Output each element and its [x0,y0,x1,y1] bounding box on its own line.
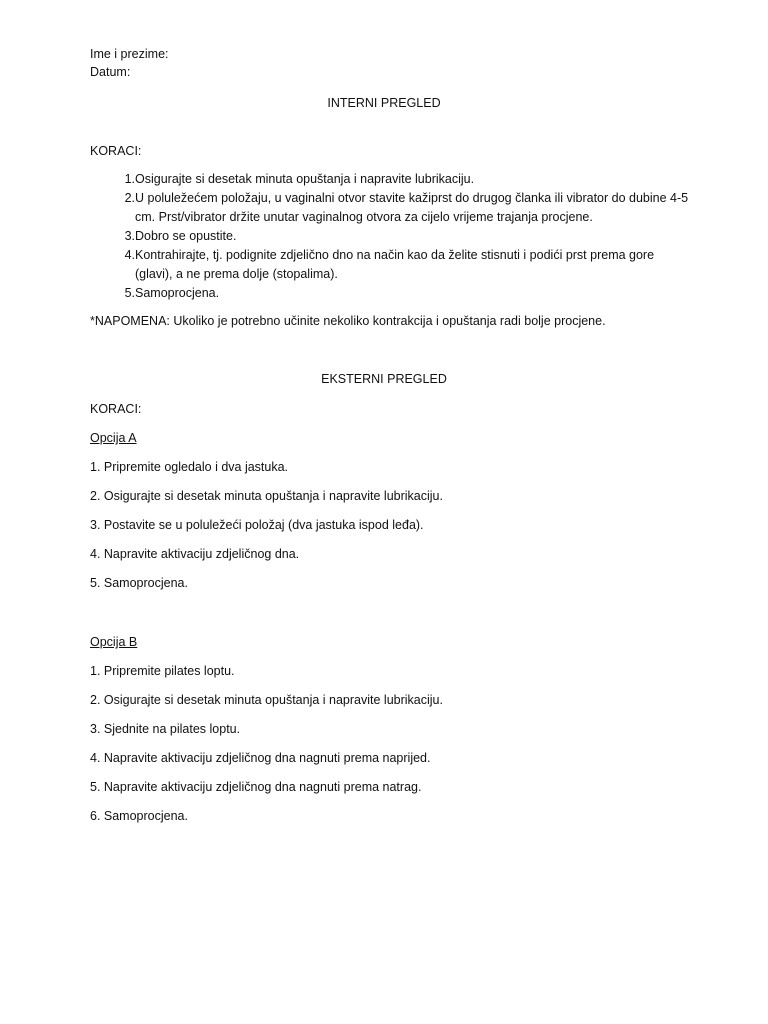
list-item-text: U poluležećem položaju, u vaginalni otvor stavite kažiprst do drugog članka ili vibrator do dubine 4-5 cm. Prst/vibrator držite unutar vaginalnog otvora za cijelo vrijeme trajanja procjene. [135,191,689,224]
option-a-step: 4. Napravite aktivaciju zdjeličnog dna. [90,547,300,561]
list-item-text: Osigurajte si desetak minuta opuštanja i napravite lubrikaciju. [135,172,475,186]
option-b-step: 6. Samoprocjena. [90,809,188,823]
list-item-text: Dobro se opustite. [135,229,237,243]
name-label: Ime i prezime: [90,47,169,61]
option-b-step: 1. Pripremite pilates loptu. [90,664,235,678]
option-b-step: 4. Napravite aktivaciju zdjeličnog dna nagnuti prema naprijed. [90,751,431,765]
option-a-label: Opcija A [90,431,137,445]
list-item-number: 4. [124,248,135,262]
list-item-number: 2. [124,191,135,205]
internal-steps-label: KORACI: [90,144,142,158]
option-b-step: 2. Osigurajte si desetak minuta opuštanja i napravite lubrikaciju. [90,693,443,707]
list-item-text: Samoprocjena. [135,286,220,300]
internal-note: *NAPOMENA: Ukoliko je potrebno učinite nekoliko kontrakcija i opuštanja radi bolje procjene. [90,314,606,328]
internal-title: INTERNI PREGLED [327,96,441,110]
external-steps-label: KORACI: [90,402,142,416]
option-a-step: 5. Samoprocjena. [90,576,188,590]
list-item-text: Kontrahirajte, tj. podignite zdjelično dno na način kao da želite stisnuti i podići prst prema gore (glavi), a ne prema dolje (stopalima). [135,248,655,281]
option-b-label: Opcija B [90,635,138,649]
option-b-step: 5. Napravite aktivaciju zdjeličnog dna nagnuti prema natrag. [90,780,422,794]
option-a-step: 2. Osigurajte si desetak minuta opuštanja i napravite lubrikaciju. [90,489,443,503]
date-label: Datum: [90,65,131,79]
option-a-step: 3. Postavite se u poluležeći položaj (dva jastuka ispod leđa). [90,518,424,532]
option-b-step: 3. Sjednite na pilates loptu. [90,722,241,736]
external-title: EKSTERNI PREGLED [321,372,447,386]
list-item-number: 5. [124,286,135,300]
list-item-number: 1. [124,172,135,186]
list-item-number: 3. [124,229,135,243]
option-a-step: 1. Pripremite ogledalo i dva jastuka. [90,460,289,474]
